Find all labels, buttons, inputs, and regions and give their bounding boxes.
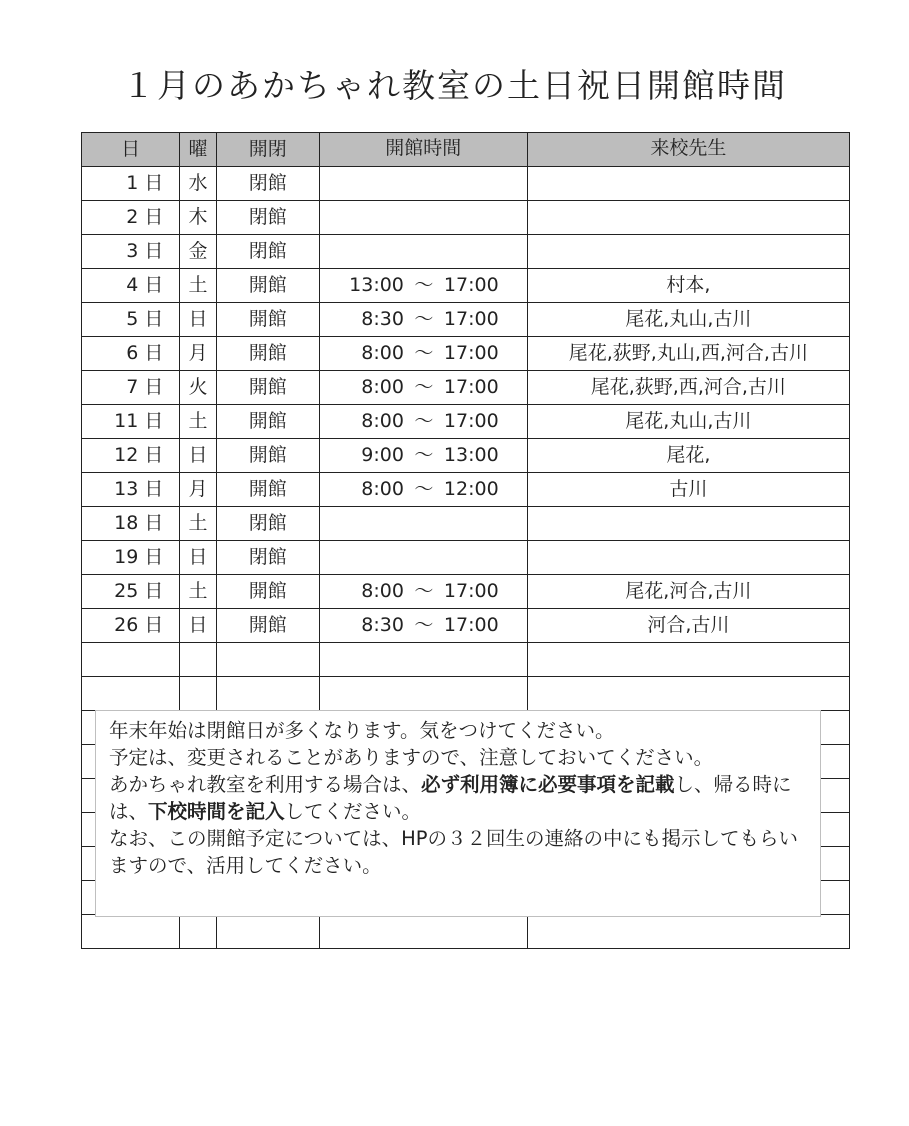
time-end: 17:00 (443, 308, 499, 330)
notice-emphasis: 下校時間を記入 (148, 800, 285, 823)
cell-day: 4 日 (82, 269, 180, 303)
notice-line: なお、この開館予定については、HPの３２回生の連絡の中にも掲示してもらいますので、活用してください。 (109, 827, 799, 877)
cell-teachers (527, 677, 849, 711)
cell-status: 開館 (216, 303, 319, 337)
cell-weekday: 土 (180, 269, 216, 303)
time-start: 8:30 (361, 308, 404, 330)
cell-weekday: 日 (180, 541, 216, 575)
time-separator: ～ (414, 444, 434, 466)
cell-day: 3 日 (82, 235, 180, 269)
time-separator: ～ (414, 410, 434, 432)
cell-status (216, 915, 319, 949)
table-row (82, 541, 850, 575)
cell-status: 閉館 (216, 541, 319, 575)
table-row (82, 507, 850, 541)
table-row (82, 405, 850, 439)
cell-status: 閉館 (216, 201, 319, 235)
notice-line: 予定は、変更されることがありますので、注意しておいてください。 (109, 746, 714, 769)
cell-opening-hours (319, 371, 527, 405)
cell-status: 開館 (216, 609, 319, 643)
cell-status: 閉館 (216, 167, 319, 201)
cell-opening-hours (319, 269, 527, 303)
cell-weekday: 金 (180, 235, 216, 269)
cell-day (82, 915, 180, 949)
cell-opening-hours (319, 439, 527, 473)
cell-status (216, 677, 319, 711)
table-row (82, 371, 850, 405)
cell-day: 7 日 (82, 371, 180, 405)
cell-teachers: 河合,古川 (527, 609, 849, 643)
cell-day: 11 日 (82, 405, 180, 439)
cell-day: 2 日 (82, 201, 180, 235)
cell-teachers (527, 643, 849, 677)
cell-weekday (180, 915, 216, 949)
cell-weekday: 木 (180, 201, 216, 235)
cell-day: 6 日 (82, 337, 180, 371)
cell-status: 開館 (216, 269, 319, 303)
time-start: 9:00 (361, 444, 404, 466)
cell-opening-hours (319, 201, 527, 235)
table-row (82, 201, 850, 235)
cell-teachers (527, 235, 849, 269)
time-separator: ～ (414, 342, 434, 364)
table-header-row (82, 133, 850, 167)
cell-teachers (527, 541, 849, 575)
cell-opening-hours (319, 235, 527, 269)
cell-teachers (527, 915, 849, 949)
cell-status: 開館 (216, 405, 319, 439)
table-row (82, 915, 850, 949)
cell-teachers: 尾花, (527, 439, 849, 473)
header-day: 日 (82, 133, 180, 167)
cell-weekday: 日 (180, 439, 216, 473)
table-row (82, 677, 850, 711)
cell-day: 1 日 (82, 167, 180, 201)
cell-weekday: 月 (180, 473, 216, 507)
time-separator: ～ (414, 614, 434, 636)
time-start: 8:00 (361, 410, 404, 432)
notice-text: してください。 (284, 800, 422, 823)
time-end: 12:00 (443, 478, 499, 500)
time-start: 13:00 (349, 274, 404, 296)
cell-weekday: 土 (180, 405, 216, 439)
cell-status: 開館 (216, 575, 319, 609)
cell-status: 閉館 (216, 235, 319, 269)
cell-day (82, 677, 180, 711)
cell-status: 開館 (216, 371, 319, 405)
cell-status: 開館 (216, 337, 319, 371)
table-row (82, 439, 850, 473)
cell-teachers: 尾花,荻野,丸山,西,河合,古川 (527, 337, 849, 371)
cell-day: 5 日 (82, 303, 180, 337)
time-separator: ～ (414, 274, 434, 296)
time-end: 17:00 (443, 274, 499, 296)
cell-opening-hours (319, 643, 527, 677)
cell-teachers: 古川 (527, 473, 849, 507)
cell-teachers: 尾花,丸山,古川 (527, 303, 849, 337)
cell-teachers (527, 201, 849, 235)
time-separator: ～ (414, 580, 434, 602)
table-row (82, 473, 850, 507)
time-start: 8:00 (361, 342, 404, 364)
cell-weekday: 日 (180, 303, 216, 337)
table-row (82, 337, 850, 371)
header-opening-hours: 開館時間 (319, 133, 527, 167)
notice-emphasis: 必ず利用簿に必要事項を記載 (421, 773, 675, 796)
time-end: 17:00 (443, 614, 499, 636)
table-row (82, 643, 850, 677)
cell-weekday: 土 (180, 575, 216, 609)
cell-weekday: 月 (180, 337, 216, 371)
cell-teachers (527, 167, 849, 201)
cell-day (82, 643, 180, 677)
time-start: 8:00 (361, 580, 404, 602)
cell-day: 19 日 (82, 541, 180, 575)
table-row (82, 269, 850, 303)
cell-opening-hours (319, 915, 527, 949)
cell-opening-hours (319, 677, 527, 711)
time-separator: ～ (414, 308, 434, 330)
cell-weekday: 日 (180, 609, 216, 643)
header-visiting-teachers: 来校先生 (527, 133, 849, 167)
time-separator: ～ (414, 376, 434, 398)
time-start: 8:00 (361, 478, 404, 500)
time-end: 17:00 (443, 410, 499, 432)
time-end: 17:00 (443, 580, 499, 602)
cell-weekday (180, 643, 216, 677)
cell-status: 開館 (216, 473, 319, 507)
cell-teachers (527, 507, 849, 541)
cell-weekday: 土 (180, 507, 216, 541)
header-weekday: 曜 (180, 133, 216, 167)
time-start: 8:00 (361, 376, 404, 398)
table-row (82, 235, 850, 269)
time-separator: ～ (414, 478, 434, 500)
notice-textbox (95, 710, 821, 917)
cell-day: 26 日 (82, 609, 180, 643)
notice-text: あかちゃれ教室を利用する場合は、 (109, 773, 422, 796)
cell-opening-hours (319, 473, 527, 507)
cell-teachers: 尾花,丸山,古川 (527, 405, 849, 439)
cell-opening-hours (319, 303, 527, 337)
notice-line: 年末年始は閉館日が多くなります。気をつけてください。 (109, 719, 615, 742)
cell-opening-hours (319, 541, 527, 575)
cell-opening-hours (319, 405, 527, 439)
time-start: 8:30 (361, 614, 404, 636)
notice-text: し、帰る時には、 (109, 773, 792, 823)
time-end: 13:00 (443, 444, 499, 466)
table-row (82, 303, 850, 337)
cell-opening-hours (319, 507, 527, 541)
table-row (82, 609, 850, 643)
cell-opening-hours (319, 337, 527, 371)
cell-teachers: 尾花,荻野,西,河合,古川 (527, 371, 849, 405)
table-row (82, 167, 850, 201)
cell-day: 25 日 (82, 575, 180, 609)
cell-day: 18 日 (82, 507, 180, 541)
cell-day: 12 日 (82, 439, 180, 473)
cell-status: 開館 (216, 439, 319, 473)
cell-opening-hours (319, 167, 527, 201)
cell-weekday: 水 (180, 167, 216, 201)
cell-weekday: 火 (180, 371, 216, 405)
cell-opening-hours (319, 609, 527, 643)
time-end: 17:00 (443, 376, 499, 398)
cell-opening-hours (319, 575, 527, 609)
notice-line (109, 771, 808, 825)
time-end: 17:00 (443, 342, 499, 364)
page-title: １月のあかちゃれ教室の土日祝日開館時間 (122, 66, 787, 105)
cell-teachers: 尾花,河合,古川 (527, 575, 849, 609)
cell-weekday (180, 677, 216, 711)
header-open-close: 開閉 (216, 133, 319, 167)
cell-status: 閉館 (216, 507, 319, 541)
cell-status (216, 643, 319, 677)
cell-day: 13 日 (82, 473, 180, 507)
table-row (82, 575, 850, 609)
cell-teachers: 村本, (527, 269, 849, 303)
